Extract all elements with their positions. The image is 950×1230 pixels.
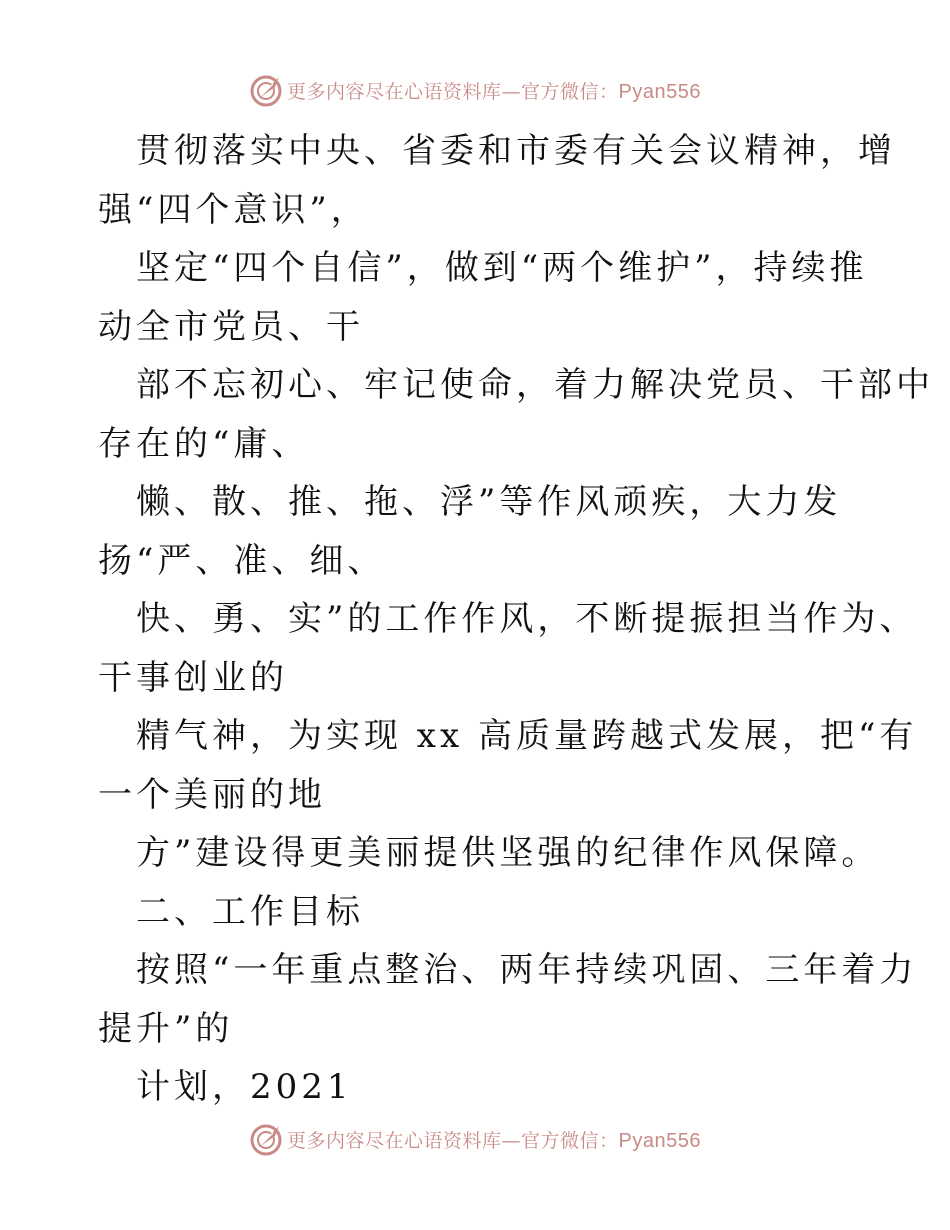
text-line: 动全市党员、干 xyxy=(98,306,364,347)
text-line: 强“四个意识”， xyxy=(98,189,369,230)
text-line: 部不忘初心、牢记使命，着力解决党员、干部中 xyxy=(136,365,934,405)
document-body xyxy=(98,122,934,1117)
text-line: 精气神，为实现 xx 高质量跨越式发展，把“有 xyxy=(136,716,918,756)
text-line: 二、工作目标 xyxy=(136,891,364,932)
text-line: 存在的“庸、 xyxy=(98,423,310,464)
text-line: 快、勇、实”的工作作风，不断提振担当作为、 xyxy=(136,599,918,639)
quill-logo-icon xyxy=(249,1122,283,1156)
text-line: 计划，2021 xyxy=(136,1067,353,1107)
text-line: 一个美丽的地 xyxy=(98,774,326,815)
watermark-footer xyxy=(0,1119,950,1159)
watermark-label: 更多内容尽在心语资料库—官方微信：Pyan556 xyxy=(287,1129,701,1152)
text-line: 按照“一年重点整治、两年持续巩固、三年着力 xyxy=(136,950,918,990)
watermark-header xyxy=(0,70,950,110)
text-line: 坚定“四个自信”，做到“两个维护”，持续推 xyxy=(136,248,868,288)
watermark-label: 更多内容尽在心语资料库—官方微信：Pyan556 xyxy=(287,80,701,103)
quill-logo-icon xyxy=(249,73,283,107)
text-line: 干事创业的 xyxy=(98,657,288,698)
text-line: 方”建设得更美丽提供坚强的纪律作风保障。 xyxy=(136,833,880,873)
text-line: 贯彻落实中央、省委和市委有关会议精神，增 xyxy=(136,131,896,171)
text-line: 扬“严、准、细、 xyxy=(98,540,386,581)
text-line: 懒、散、推、拖、浮”等作风顽疾，大力发 xyxy=(136,482,842,522)
text-line: 提升”的 xyxy=(98,1008,234,1049)
